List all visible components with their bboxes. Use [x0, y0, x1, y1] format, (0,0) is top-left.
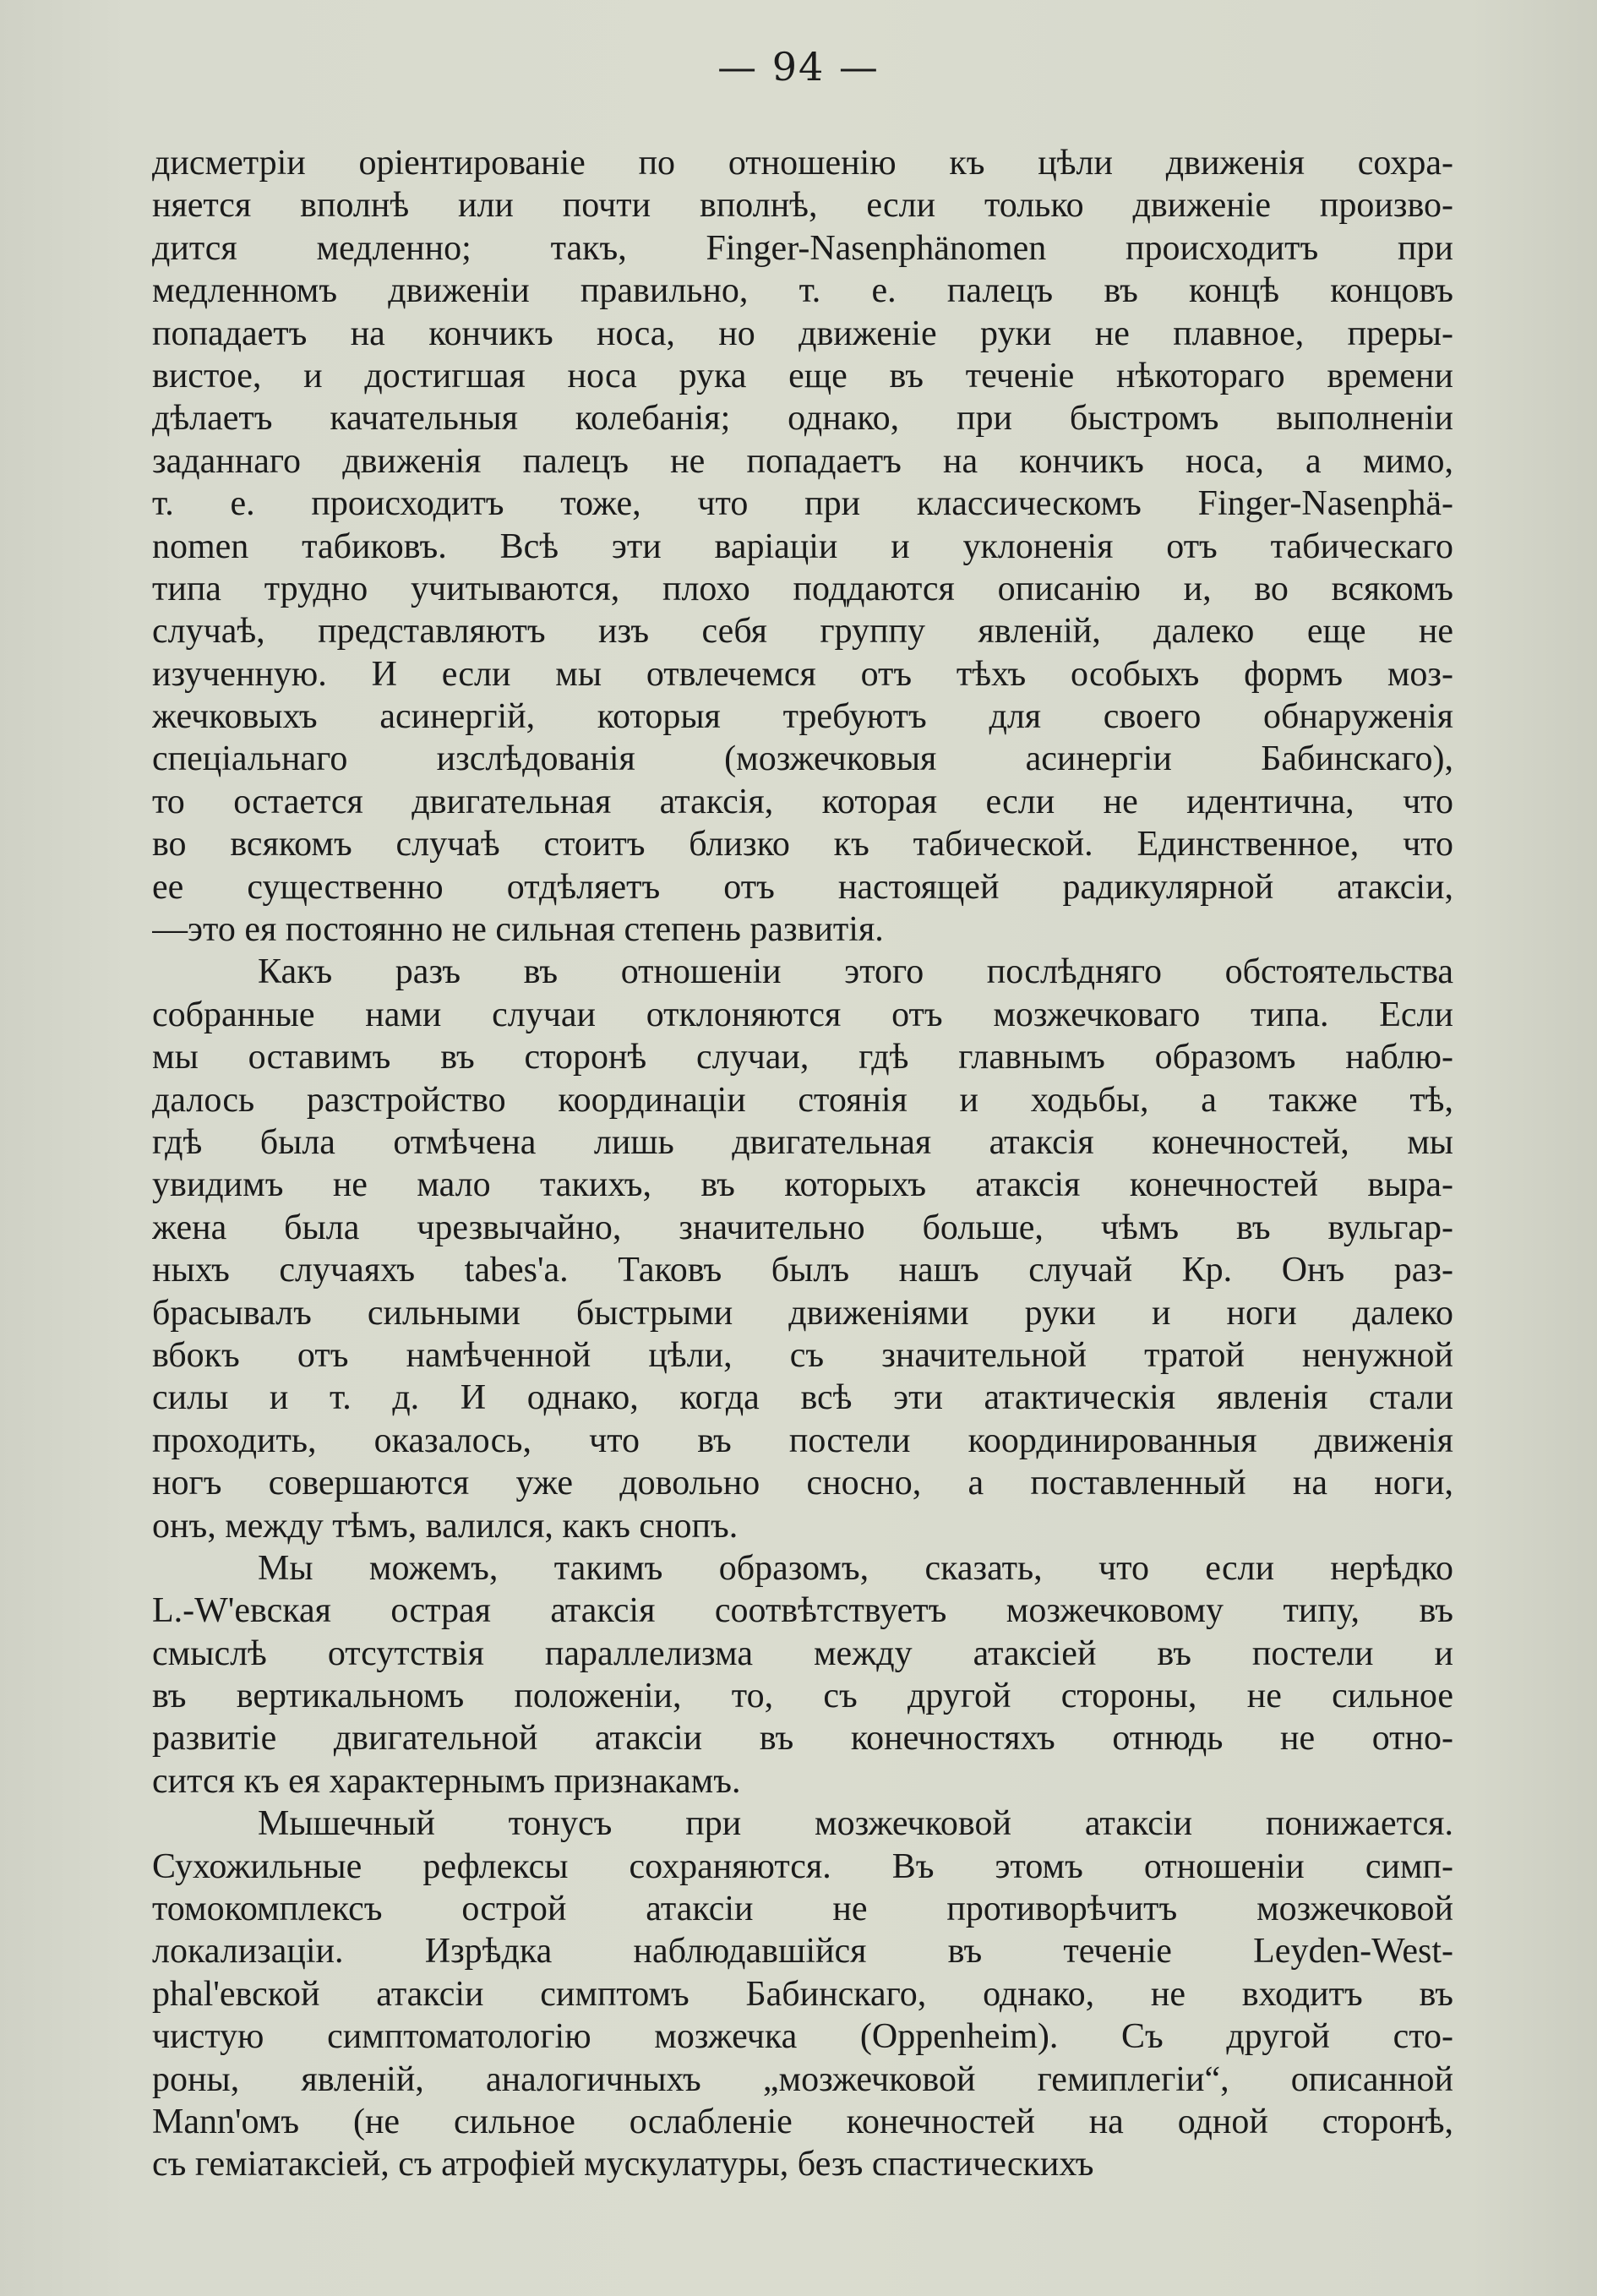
- text-line: увидимъ не мало такихъ, въ которыхъ атаксія конечностей выра-: [152, 1165, 1453, 1205]
- paragraph: [152, 1547, 1453, 1802]
- text-line: далось разстройство координаціи стоянія и ходьбы, а также тѣ,: [152, 1080, 1453, 1120]
- text-line: спеціальнаго изслѣдованія (мозжечковыя асинергіи Бабинскаго),: [152, 739, 1453, 779]
- text-line: случаѣ, представляютъ изъ себя группу явленій, далеко еще не: [152, 612, 1453, 652]
- text-line: въ вертикальномъ положеніи, то, съ другой стороны, не сильное: [152, 1677, 1453, 1716]
- text-line: развитіе двигательной атаксіи въ конечностяхъ отнюдь не отно-: [152, 1719, 1453, 1759]
- text-line: во всякомъ случаѣ стоитъ близко къ табической. Единственное, что: [152, 825, 1453, 864]
- body-text: [152, 142, 1453, 2186]
- text-line: то остается двигательная атаксія, которая если не идентична, что: [152, 782, 1453, 821]
- text-line: L.-W'евская острая атаксія соотвѣтствуетъ мозжечковому типу, въ: [152, 1591, 1453, 1631]
- text-line: Mann'омъ (не сильное ослабленіе конечностей на одной сторонѣ,: [152, 2102, 1453, 2141]
- text-line: изученную. И если мы отвлечемся отъ тѣхъ особыхъ формъ моз-: [152, 654, 1453, 694]
- text-line: Мы можемъ, такимъ образомъ, сказать, что если нерѣдко: [258, 1548, 1453, 1588]
- text-line: жечковыхъ асинергій, которыя требуютъ для своего обнаруженія: [152, 697, 1453, 737]
- paragraph: [152, 1802, 1453, 2186]
- text-line: —это ея постоянно не сильная степень развитія.: [152, 910, 884, 950]
- text-line: phal'евской атаксіи симптомъ Бабинскаго, однако, не входитъ въ: [152, 1974, 1453, 2014]
- text-line: силы и т. д. И однако, когда всѣ эти атактическія явленія стали: [152, 1378, 1453, 1418]
- text-line: дѣлаетъ качательныя колебанія; однако, при быстромъ выполненіи: [152, 399, 1453, 439]
- text-line: дится медленно; такъ, Finger-Nasenphänomen происходитъ при: [152, 228, 1453, 268]
- text-line: Какъ разъ въ отношеніи этого послѣдняго обстоятельства: [258, 952, 1453, 992]
- paragraph: [152, 142, 1453, 951]
- text-line: медленномъ движеніи правильно, т. е. палецъ въ концѣ концовъ: [152, 271, 1453, 311]
- text-line: вбокъ отъ намѣченной цѣли, съ значительной тратой ненужной: [152, 1335, 1453, 1375]
- text-line: няется вполнѣ или почти вполнѣ, если только движеніе произво-: [152, 186, 1453, 226]
- text-line: ногъ совершаются уже довольно сносно, а поставленный на ноги,: [152, 1464, 1453, 1503]
- text-line: мы оставимъ въ сторонѣ случаи, гдѣ главнымъ образомъ наблю-: [152, 1038, 1453, 1077]
- text-line: сится къ ея характернымъ признакамъ.: [152, 1761, 741, 1801]
- text-line: жена была чрезвычайно, значительно больше, чѣмъ въ вульгар-: [152, 1208, 1453, 1247]
- text-line: ныхъ случаяхъ tabes'а. Таковъ былъ нашъ случай Кр. Онъ раз-: [152, 1251, 1453, 1290]
- text-line: съ геміатаксіей, съ атрофіей мускулатуры, безъ спастическихъ: [152, 2145, 1094, 2184]
- text-line: nomen табиковъ. Всѣ эти варіаціи и уклоненія отъ табическаго: [152, 526, 1453, 566]
- text-line: ее существенно отдѣляетъ отъ настоящей радикулярной атаксіи,: [152, 867, 1453, 907]
- text-line: т. е. происходитъ тоже, что при классическомъ Finger-Nasenphä-: [152, 484, 1453, 524]
- text-line: роны, явленій, аналогичныхъ „мозжечковой гемиплегіи“, описанной: [152, 2059, 1453, 2099]
- page-number: — 94 —: [717, 44, 880, 90]
- text-line: локализаціи. Изрѣдка наблюдавшійся въ теченіе Leyden-West-: [152, 1932, 1453, 1972]
- paragraph: [152, 951, 1453, 1546]
- text-line: попадаетъ на кончикъ носа, но движеніе руки не плавное, преры-: [152, 314, 1453, 353]
- text-line: онъ, между тѣмъ, валился, какъ снопъ.: [152, 1506, 739, 1546]
- text-line: чистую симптоматологію мозжечка (Oppenheim). Съ другой сто-: [152, 2017, 1453, 2057]
- text-line: собранные нами случаи отклоняются отъ мозжечковаго типа. Если: [152, 995, 1453, 1034]
- text-line: типа трудно учитываются, плохо поддаются описанію и, во всякомъ: [152, 569, 1453, 608]
- text-line: Мышечный тонусъ при мозжечковой атаксіи понижается.: [258, 1804, 1453, 1844]
- text-line: заданнаго движенія палецъ не попадаетъ на кончикъ носа, а мимо,: [152, 441, 1453, 481]
- text-line: вистое, и достигшая носа рука еще въ теченіе нѣкотораго времени: [152, 356, 1453, 395]
- text-line: томокомплексъ острой атаксіи не противорѣчитъ мозжечковой: [152, 1890, 1453, 1929]
- text-line: проходить, оказалось, что въ постели координированныя движенія: [152, 1421, 1453, 1460]
- text-line: смыслѣ отсутствія параллелизма между атаксіей въ постели и: [152, 1633, 1453, 1673]
- text-line: брасывалъ сильными быстрыми движеніями руки и ноги далеко: [152, 1293, 1453, 1333]
- text-line: дисметріи оріентированіе по отношенію къ цѣли движенія сохра-: [152, 144, 1453, 183]
- text-line: гдѣ была отмѣчена лишь двигательная атаксія конечностей, мы: [152, 1122, 1453, 1162]
- text-line: Сухожильные рефлексы сохраняются. Въ этомъ отношеніи симп-: [152, 1846, 1453, 1886]
